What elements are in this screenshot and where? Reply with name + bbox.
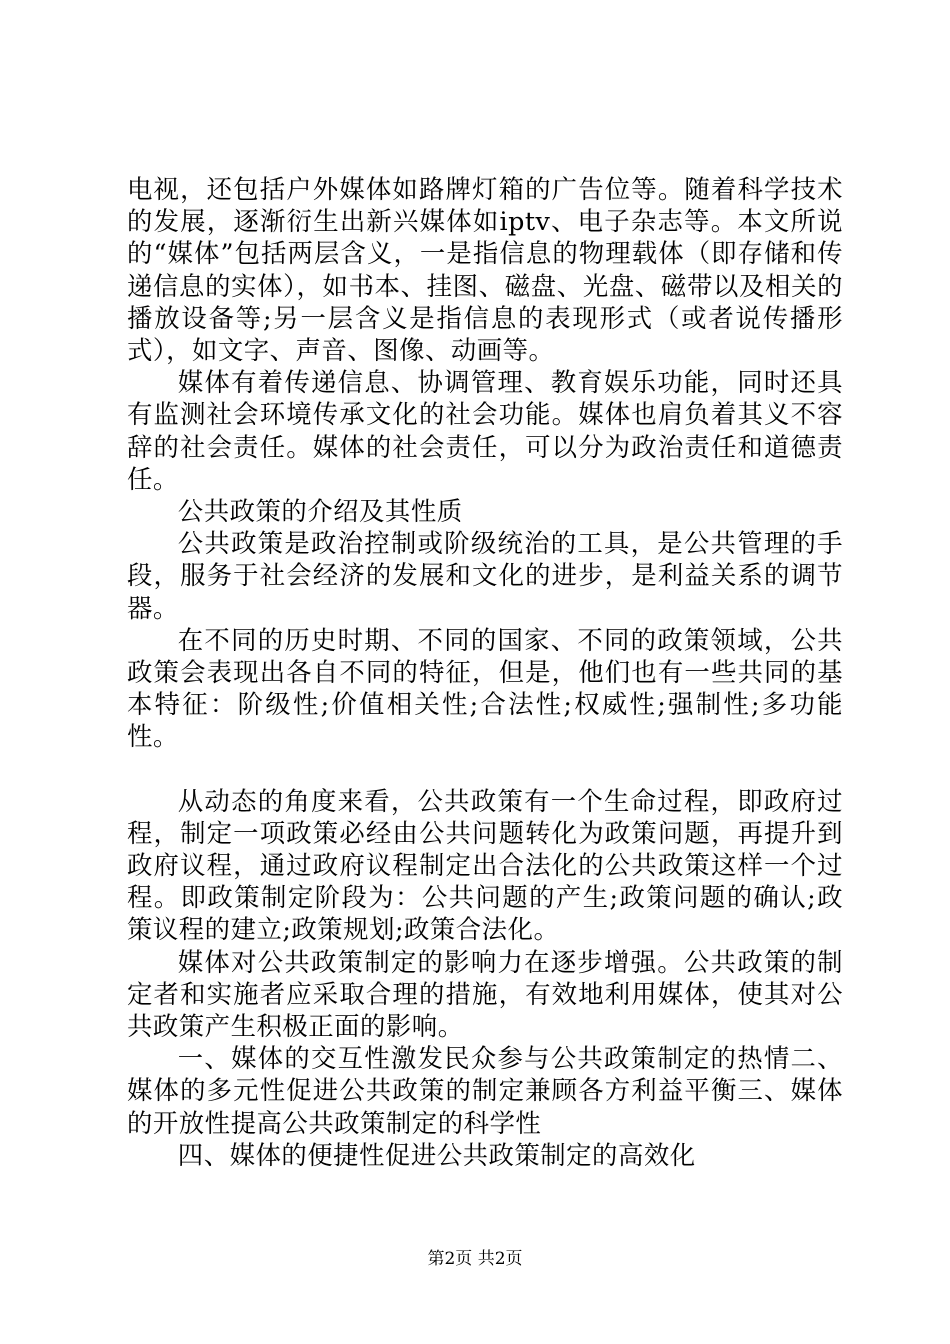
paragraph-media-function: 媒体有着传递信息、协调管理、教育娱乐功能，同时还具有监测社会环境传承文化的社会功能。媒体也肩负着其义不容辞的社会责任。媒体的社会责任，可以分为政治责任和道德责任。	[127, 367, 843, 494]
paragraph-policy-features: 在不同的历史时期、不同的国家、不同的政策领域，公共政策会表现出各自不同的特征，但是，他们也有一些共同的基本特征：阶级性;价值相关性;合法性;权威性;强制性;多功能性。	[127, 624, 843, 752]
page-number-footer: 第2页 共2页	[427, 1249, 523, 1269]
paragraph-media-definition: 电视，还包括户外媒体如路牌灯箱的广告位等。随着科学技术的发展，逐渐衍生出新兴媒体如iptv、电子杂志等。本文所说的“媒体”包括两层含义，一是指信息的物理载体（即存储和传递信息的实体），如书本、挂图、磁盘、光盘、磁带以及相关的播放设备等;另一层含义是指信息的表现形式（或者说传播形式），如文字、声音、图像、动画等。	[127, 174, 843, 366]
paragraph-point-four: 四、媒体的便捷性促进公共政策制定的高效化	[177, 1139, 696, 1170]
section-heading-public-policy: 公共政策的介绍及其性质	[177, 496, 463, 527]
paragraph-policy-definition: 公共政策是政治控制或阶级统治的工具，是公共管理的手段，服务于社会经济的发展和文化的进步，是利益关系的调节器。	[127, 528, 843, 623]
paragraph-points-one-to-three: 一、媒体的交互性激发民众参与公共政策制定的热情二、媒体的多元性促进公共政策的制定兼顾各方利益平衡三、媒体的开放性提高公共政策制定的科学性	[127, 1043, 843, 1138]
paragraph-media-influence: 媒体对公共政策制定的影响力在逐步增强。公共政策的制定者和实施者应采取合理的措施，有效地利用媒体，使其对公共政策产生积极正面的影响。	[127, 946, 843, 1042]
document-body	[127, 173, 843, 1171]
paragraph-policy-process: 从动态的角度来看，公共政策有一个生命过程，即政府过程，制定一项政策必经由公共问题转化为政策问题，再提升到政府议程，通过政府议程制定出合法化的公共政策这样一个过程。即政策制定阶段为：公共问题的产生;政策问题的确认;政策议程的建立;政策规划;政策合法化。	[127, 785, 843, 945]
